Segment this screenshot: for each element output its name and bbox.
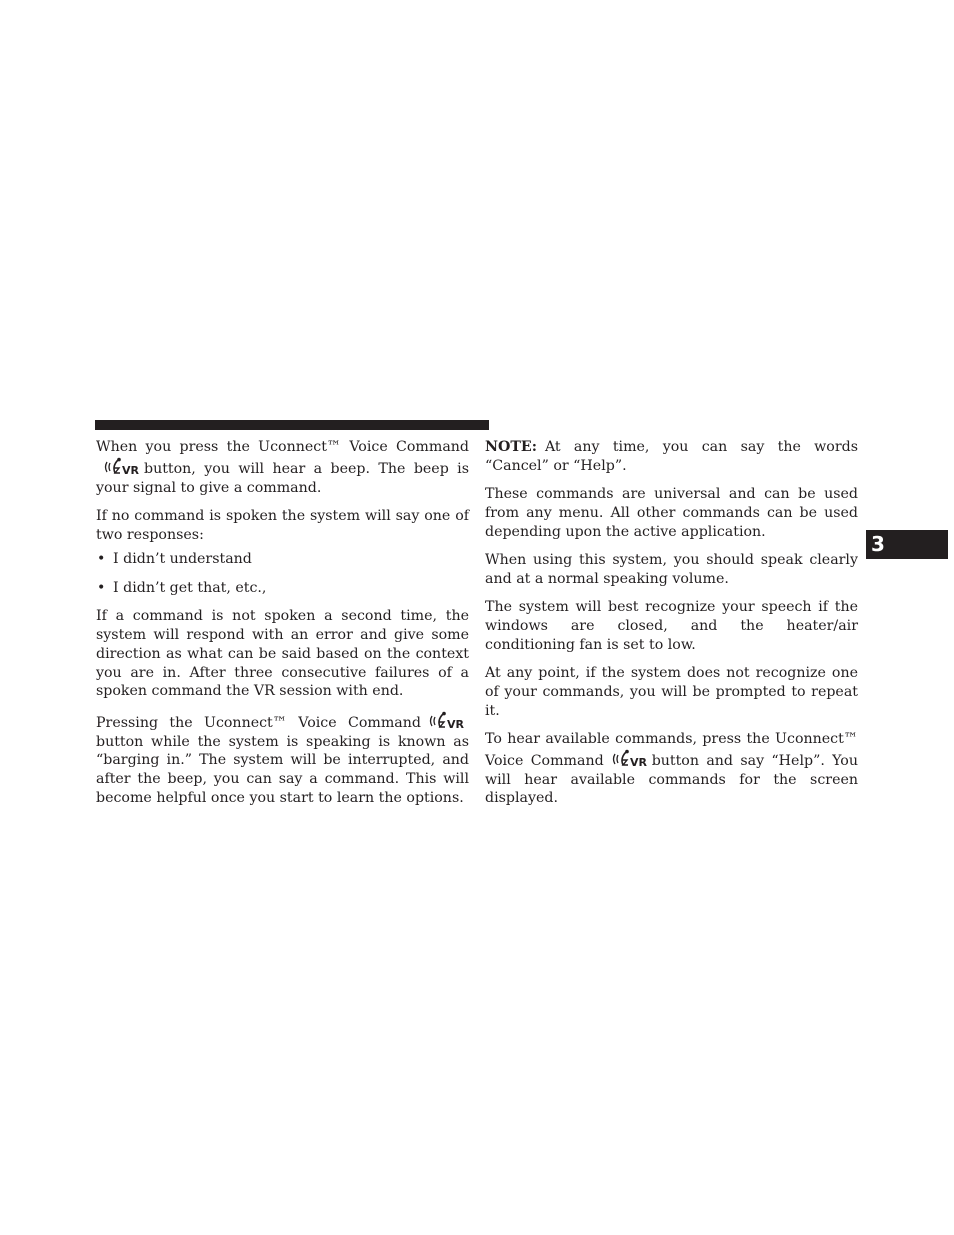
note-paragraph: NOTE: At any time, you can say the words “Cancel” or “Help”. bbox=[485, 439, 858, 474]
voice-recognition-vr-icon bbox=[427, 711, 465, 731]
list-item: • I didn’t understand bbox=[97, 551, 252, 568]
svg-text:VR: VR bbox=[629, 755, 647, 769]
left-column bbox=[96, 438, 469, 817]
paragraph-barging-in: Pressing the Uconnect™ Voice Command VR button while the system is speaking is known as “barging in.” The system will be interrupted, and after the beep, you can say a command. This will become helpful once you start to learn the options. bbox=[96, 711, 469, 808]
bullet-dot: • bbox=[97, 551, 106, 568]
paragraph-hear-commands: To hear available commands, press the Uconnect™ Voice Command VR button and say “Help”. You will hear available commands for the screen displayed. bbox=[485, 731, 858, 807]
right-column bbox=[485, 438, 858, 818]
svg-text:VR: VR bbox=[122, 463, 139, 477]
voice-recognition-vr-icon bbox=[610, 749, 648, 769]
paragraph-recognize-speech: The system will best recognize your speech if the windows are closed, and the heater/air conditioning fan is set to low. bbox=[485, 599, 858, 653]
bullet-dot: • bbox=[97, 579, 106, 596]
voice-recognition-vr-icon bbox=[102, 457, 140, 477]
paragraph-speak-clearly: When using this system, you should speak clearly and at a normal speaking volume. bbox=[485, 552, 858, 587]
paragraph-second-time: If a command is not spoken a second time, the system will respond with an error and give some direction as what can be said based on the context you are in. After three consecutive failures of a spoken command the VR session with end. bbox=[96, 608, 469, 700]
section-top-rule bbox=[95, 420, 489, 430]
note-label: NOTE: bbox=[485, 439, 537, 455]
svg-text:VR: VR bbox=[447, 717, 464, 731]
section-tab: 3 bbox=[866, 530, 948, 559]
paragraph-prompted-repeat: At any point, if the system does not recognize one of your commands, you will be prompted to repeat it. bbox=[485, 665, 858, 719]
paragraph-no-command-responses: If no command is spoken the system will say one of two responses: bbox=[96, 507, 469, 543]
paragraph-universal-commands: These commands are universal and can be used from any menu. All other commands can be used depending upon the active application. bbox=[485, 486, 858, 540]
list-item: • I didn’t get that, etc., bbox=[97, 579, 267, 596]
paragraph-press-voice-command: When you press the Uconnect™ Voice Command VR button, you will hear a beep. The beep is your signal to give a command. bbox=[96, 439, 469, 496]
